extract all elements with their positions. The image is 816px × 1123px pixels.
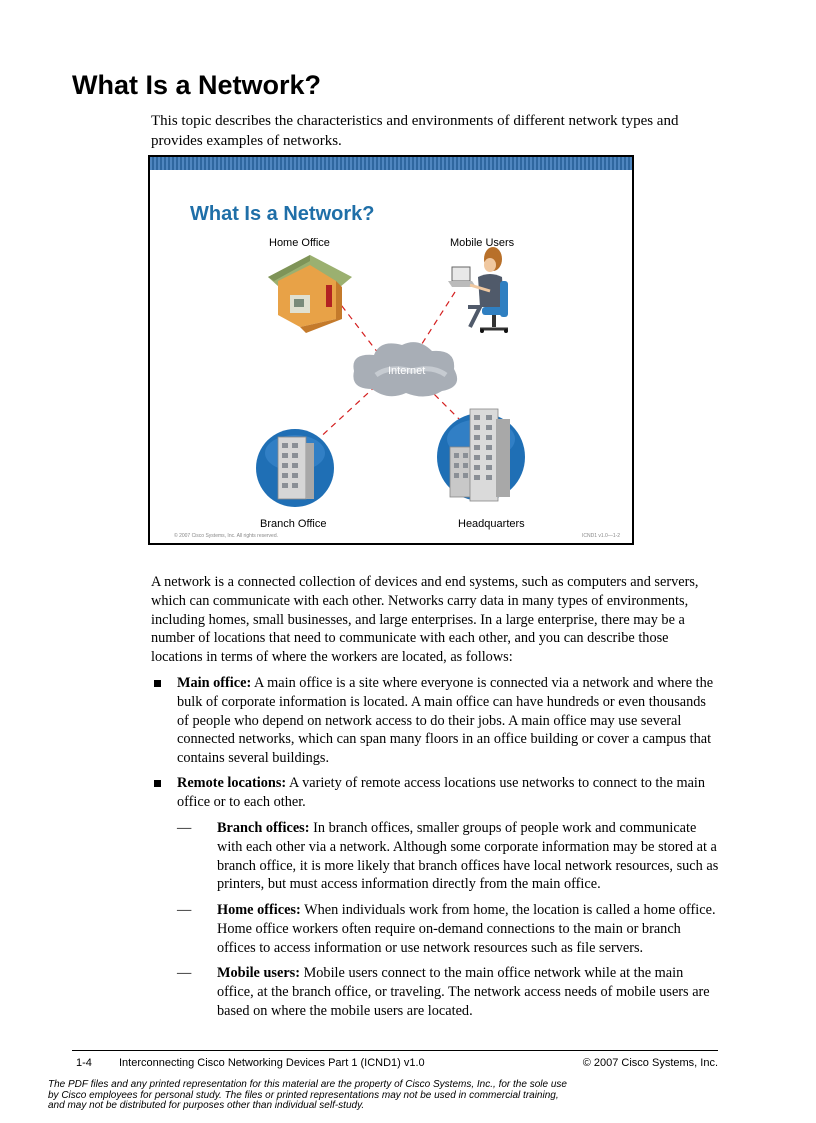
branch-office-icon [256, 429, 334, 507]
slide-figure [148, 155, 634, 545]
dash-marker: — [177, 902, 192, 918]
label-mobile-users: Mobile Users [450, 237, 515, 249]
bullet-text: A variety of remote access locations use networks to connect to the main office or to each other. [177, 775, 706, 810]
slide-id: ICND1 v1.0—1-2 [582, 533, 621, 539]
dash-marker: — [177, 965, 192, 981]
bullet-main-office [151, 674, 721, 768]
bullet-list [151, 674, 721, 768]
disclaimer: The PDF files and any printed representation for this material are the property of Cisco Systems, Inc., for the sole use by Cisco employees for personal study. The files or printed representations may not be used in commercial training, and may not be distributed for purposes other than individual self-study. [48, 1079, 567, 1111]
label-internet: Internet [388, 365, 426, 377]
label-branch-office: Branch Office [260, 518, 327, 530]
link-mobile-internet [418, 292, 455, 350]
sub-item-text: Mobile users connect to the main office network while at the main office, at the branch office, or traveling. The network access needs of mobile users are based on where the mobile users are located. [217, 965, 710, 1019]
footer-course-title: Interconnecting Cisco Networking Devices Part 1 (ICND1) v1.0 [119, 1057, 425, 1069]
mobile-user-icon [448, 247, 508, 333]
bullet-remote-locations [151, 774, 721, 812]
footer-copyright: © 2007 Cisco Systems, Inc. [582, 1057, 718, 1069]
bullet-square-icon [154, 780, 161, 787]
sub-item-text: In branch offices, smaller groups of people work and communicate with each other via a network. Although some corporate information may be stored at a branch office, it is more likely that branch offices have local network resources, such as printers, but must access information directly from the main office. [217, 820, 719, 893]
label-home-office: Home Office [269, 237, 330, 249]
bullet-text: A main office is a site where everyone is connected via a network and where the bulk of corporate information is located. A main office can have hundreds or even thousands of people who depend on network access to do their jobs. A main office may use several connected networks, which can span many floors in an office building or cover a campus that contains several buildings. [177, 675, 714, 767]
sub-item-branch-offices [177, 819, 722, 894]
bullet-list [151, 774, 721, 812]
page-title: What Is a Network? [72, 70, 322, 100]
bullet-term: Remote locations: [177, 775, 287, 791]
home-office-icon [268, 255, 352, 333]
intro-text: This topic describes the characteristics and environments of different network types and provides examples of networks. [151, 113, 679, 149]
footer-page-number: 1-4 [76, 1057, 92, 1069]
body-paragraph: A network is a connected collection of devices and end systems, such as computers and servers, which can communicate with each other. Networks carry data in many types of environments, including homes, small businesses, and large enterprises. In a large enterprise, there may be a number of locations that need to communicate with each other, and you can describe those locations in terms of where the workers are located, as follows: [151, 574, 699, 666]
network-diagram [150, 157, 634, 545]
footer-rule [72, 1050, 718, 1051]
sub-item-mobile-users [177, 964, 722, 1020]
dash-marker: — [177, 820, 192, 836]
slide-title: What Is a Network? [190, 203, 375, 225]
slide-copyright: © 2007 Cisco Systems, Inc. All rights reserved. [174, 533, 279, 539]
link-branch-internet [315, 382, 380, 442]
headquarters-icon [437, 409, 525, 501]
bullet-square-icon [154, 680, 161, 687]
sub-item-text: When individuals work from home, the location is called a home office. Home office workers often require on-demand connections to the main or branch offices to access information or use network resources such as file servers. [217, 902, 716, 956]
sub-item-term: Branch offices: [217, 820, 310, 836]
sub-item-term: Home offices: [217, 902, 301, 918]
bullet-term: Main office: [177, 675, 252, 691]
sub-item-term: Mobile users: [217, 965, 300, 981]
sub-item-home-offices [177, 901, 722, 957]
label-headquarters: Headquarters [458, 518, 525, 530]
